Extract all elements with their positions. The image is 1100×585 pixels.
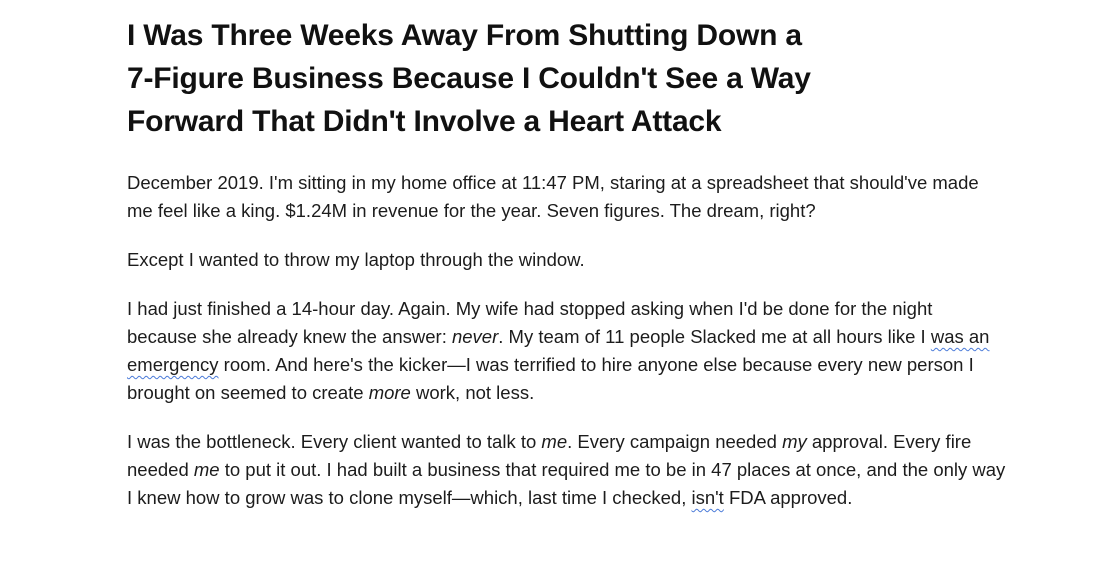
paragraph-3-text-a: I had just finished a 14-hour day. Again. My wife had stopped asking when I'd be done for the night because she already knew the answer: (127, 298, 933, 347)
paragraph-4-emphasis-my: my (782, 431, 807, 452)
document-page (127, 14, 1007, 533)
paragraph-4-text-e: FDA approved. (723, 487, 853, 508)
spelling-flag-isnt[interactable]: isn't (691, 487, 724, 508)
paragraph-3-emphasis-more: more (368, 382, 411, 403)
paragraph-4-text-d: to put it out. I had built a business that required me to be in 47 places at once, and the only way I knew how to grow was to clone myself—which, last time I checked, (127, 459, 1006, 508)
title-line-3: Forward That Didn't Involve a Heart Attack (127, 105, 722, 138)
paragraph-4-text-c: approval. Every fire needed (127, 431, 972, 480)
title-line-1: I Was Three Weeks Away From Shutting Down a (127, 19, 802, 52)
article-title (127, 14, 1007, 143)
paragraph-2: Except I wanted to throw my laptop through the window. (127, 249, 585, 270)
article-body (127, 169, 1007, 512)
paragraph-4-emphasis-me: me (541, 431, 568, 452)
paragraph-4-text-b: . Every campaign needed (567, 431, 783, 452)
paragraph-4-text-a: I was the bottleneck. Every client wanted to talk to (127, 431, 542, 452)
paragraph-3-text-d: work, not less. (410, 382, 535, 403)
paragraph-3-text-b: . My team of 11 people Slacked me at all hours like I (498, 326, 931, 347)
paragraph-4-emphasis-me-2: me (193, 459, 220, 480)
paragraph-3 (127, 295, 1007, 407)
grammar-flag-was-an-emergency[interactable]: was an emergency (127, 326, 990, 375)
paragraph-3-emphasis-never: never (451, 326, 499, 347)
paragraph-1: December 2019. I'm sitting in my home office at 11:47 PM, staring at a spreadsheet that should've made me feel like a king. $1.24M in revenue for the year. Seven figures. The dream, right? (127, 172, 979, 221)
paragraph-3-text-c: room. And here's the kicker—I was terrified to hire anyone else because every new person I brought on seemed to create (127, 354, 974, 403)
paragraph-4 (127, 428, 1007, 512)
title-line-2: 7-Figure Business Because I Couldn't See a Way (127, 62, 811, 95)
